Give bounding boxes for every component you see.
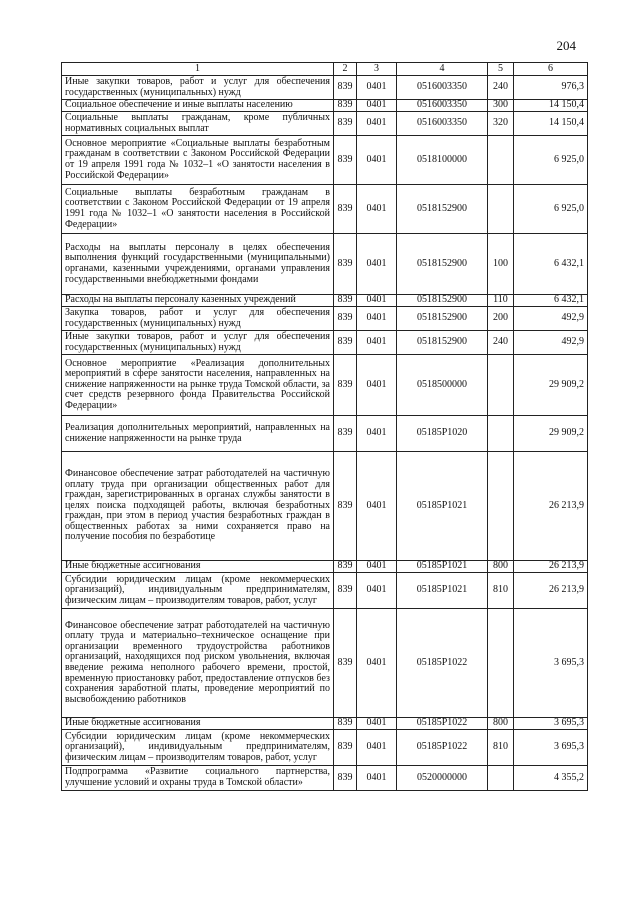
- row-c2-cell: 839: [334, 185, 357, 234]
- row-c2-cell: 839: [334, 76, 357, 100]
- table-row: [62, 331, 588, 355]
- row-c2-cell: 839: [334, 766, 357, 791]
- row-c6-cell: 492,9: [514, 331, 588, 355]
- row-c3-cell: 0401: [357, 136, 397, 185]
- row-c6-cell: 26 213,9: [514, 452, 588, 561]
- row-c5-cell: 110: [488, 295, 514, 307]
- header-cell: 4: [397, 63, 488, 76]
- row-c2-cell: 839: [334, 307, 357, 331]
- row-c4-cell: 05185Р1020: [397, 416, 488, 452]
- row-c6-cell: 4 355,2: [514, 766, 588, 791]
- row-c4-cell: 05185Р1021: [397, 573, 488, 609]
- table-row: [62, 185, 588, 234]
- row-c6-cell: 976,3: [514, 76, 588, 100]
- row-c6-cell: 3 695,3: [514, 609, 588, 718]
- table-row: [62, 307, 588, 331]
- row-c3-cell: 0401: [357, 185, 397, 234]
- row-c3-cell: 0401: [357, 100, 397, 112]
- row-c3-cell: 0401: [357, 331, 397, 355]
- row-c3-cell: 0401: [357, 355, 397, 416]
- row-name-cell: Подпрограмма «Развитие социального партнерства, улучшение условий и охраны труда в Томской области»: [62, 766, 334, 791]
- row-name-cell: Финансовое обеспечение затрат работодателей на частичную оплату труда при организации общественных работ для граждан, зарегистрированных в органах службы занятости в целях поиска подходящей работы, включая безработных граждан, при этом в период участия безработных граждан в общественных работах за ними сохраняется право на получение пособия по безработице: [62, 452, 334, 561]
- table-row: [62, 234, 588, 295]
- row-name-cell: Финансовое обеспечение затрат работодателей на частичную оплату труда и материально–техническое оснащение при организации временного трудоустройства работников организаций, находящихся под риском увольнения, включая введение режима неполного рабочего времени, простой, временную приостановку работ, предоставление отпусков без сохранения заработной платы, проведение мероприятий по высвобождению работников: [62, 609, 334, 718]
- row-name-cell: Социальное обеспечение и иные выплаты населению: [62, 100, 334, 112]
- row-c3-cell: 0401: [357, 609, 397, 718]
- row-c2-cell: 839: [334, 295, 357, 307]
- row-name-cell: Социальные выплаты гражданам, кроме публичных нормативных социальных выплат: [62, 112, 334, 136]
- row-c5-cell: 200: [488, 307, 514, 331]
- row-c6-cell: 492,9: [514, 307, 588, 331]
- row-name-cell: Расходы на выплаты персоналу казенных учреждений: [62, 295, 334, 307]
- row-c4-cell: 0516003350: [397, 76, 488, 100]
- table-row: [62, 100, 588, 112]
- row-c4-cell: 0518100000: [397, 136, 488, 185]
- row-c3-cell: 0401: [357, 561, 397, 573]
- header-cell: 1: [62, 63, 334, 76]
- row-name-cell: Основное мероприятие «Реализация дополнительных мероприятий в сфере занятости населения, направленных на снижение напряженности на рынке труда Томской области, за счет средств резервного фонда Правительства Российской Федерации»: [62, 355, 334, 416]
- row-c4-cell: 0518152900: [397, 331, 488, 355]
- row-name-cell: Закупка товаров, работ и услуг для обеспечения государственных (муниципальных) нужд: [62, 307, 334, 331]
- row-c4-cell: 0516003350: [397, 112, 488, 136]
- row-c3-cell: 0401: [357, 76, 397, 100]
- row-name-cell: Социальные выплаты безработным гражданам в соответствии с Законом Российской Федерации от 19 апреля 1991 года № 1032–1 «О занятости населения в Российской Федерации»: [62, 185, 334, 234]
- row-c2-cell: 839: [334, 100, 357, 112]
- table-row: [62, 561, 588, 573]
- row-name-cell: Иные закупки товаров, работ и услуг для обеспечения государственных (муниципальных) нужд: [62, 76, 334, 100]
- table-row: [62, 718, 588, 730]
- row-c3-cell: 0401: [357, 730, 397, 766]
- row-c5-cell: 810: [488, 730, 514, 766]
- row-c5-cell: 800: [488, 561, 514, 573]
- budget-table: [61, 62, 588, 791]
- row-c4-cell: 0518152900: [397, 307, 488, 331]
- page-number: 204: [556, 38, 576, 53]
- table-row: [62, 452, 588, 561]
- row-c4-cell: 0518500000: [397, 355, 488, 416]
- row-c5-cell: 240: [488, 76, 514, 100]
- table-row: [62, 416, 588, 452]
- row-c4-cell: 05185Р1021: [397, 452, 488, 561]
- row-c3-cell: 0401: [357, 295, 397, 307]
- row-name-cell: Иные бюджетные ассигнования: [62, 561, 334, 573]
- header-row: [62, 63, 588, 76]
- row-c2-cell: 839: [334, 331, 357, 355]
- row-name-cell: Расходы на выплаты персоналу в целях обеспечения выполнения функций государственными (муниципальными) органами, казенными учреждениями, органами управления государственными внебюджетными фондами: [62, 234, 334, 295]
- row-c6-cell: 14 150,4: [514, 112, 588, 136]
- row-c4-cell: 05185Р1022: [397, 730, 488, 766]
- row-c2-cell: 839: [334, 234, 357, 295]
- row-c3-cell: 0401: [357, 452, 397, 561]
- row-name-cell: Основное мероприятие «Социальные выплаты безработным гражданам в соответствии с Законом Российской Федерации от 19 апреля 1991 года № 1032–1 «О занятости населения в Российской Федерации»: [62, 136, 334, 185]
- row-c3-cell: 0401: [357, 307, 397, 331]
- table-row: [62, 609, 588, 718]
- table-row: [62, 730, 588, 766]
- row-c5-cell: 810: [488, 573, 514, 609]
- table-row: [62, 136, 588, 185]
- row-c4-cell: 05185Р1021: [397, 561, 488, 573]
- row-c4-cell: 05185Р1022: [397, 718, 488, 730]
- row-name-cell: Субсидии юридическим лицам (кроме некоммерческих организаций), индивидуальным предпринимателям, физическим лицам – производителям товаров, работ, услуг: [62, 730, 334, 766]
- row-c5-cell: [488, 766, 514, 791]
- row-c6-cell: 29 909,2: [514, 416, 588, 452]
- table-row: [62, 573, 588, 609]
- row-c4-cell: 0518152900: [397, 234, 488, 295]
- table-row: [62, 766, 588, 791]
- row-c3-cell: 0401: [357, 234, 397, 295]
- row-c5-cell: [488, 452, 514, 561]
- row-c6-cell: 6 432,1: [514, 295, 588, 307]
- row-c2-cell: 839: [334, 573, 357, 609]
- row-c2-cell: 839: [334, 416, 357, 452]
- row-name-cell: Реализация дополнительных мероприятий, направленных на снижение напряженности на рынке труда: [62, 416, 334, 452]
- table-body: [62, 76, 588, 791]
- row-c6-cell: 26 213,9: [514, 561, 588, 573]
- row-c6-cell: 6 432,1: [514, 234, 588, 295]
- row-c5-cell: [488, 609, 514, 718]
- row-c2-cell: 839: [334, 355, 357, 416]
- row-c2-cell: 839: [334, 136, 357, 185]
- row-c5-cell: 300: [488, 100, 514, 112]
- row-c2-cell: 839: [334, 718, 357, 730]
- row-c4-cell: 0518152900: [397, 185, 488, 234]
- row-name-cell: Иные закупки товаров, работ и услуг для обеспечения государственных (муниципальных) нужд: [62, 331, 334, 355]
- row-c2-cell: 839: [334, 112, 357, 136]
- row-c2-cell: 839: [334, 609, 357, 718]
- row-c4-cell: 0516003350: [397, 100, 488, 112]
- row-c6-cell: 6 925,0: [514, 185, 588, 234]
- row-c2-cell: 839: [334, 730, 357, 766]
- row-c3-cell: 0401: [357, 112, 397, 136]
- row-c5-cell: [488, 355, 514, 416]
- row-c5-cell: 240: [488, 331, 514, 355]
- row-c4-cell: 05185Р1022: [397, 609, 488, 718]
- row-c2-cell: 839: [334, 561, 357, 573]
- row-name-cell: Иные бюджетные ассигнования: [62, 718, 334, 730]
- row-c4-cell: 0518152900: [397, 295, 488, 307]
- table-row: [62, 355, 588, 416]
- row-c5-cell: 800: [488, 718, 514, 730]
- row-c3-cell: 0401: [357, 718, 397, 730]
- row-c5-cell: 320: [488, 112, 514, 136]
- row-c5-cell: [488, 136, 514, 185]
- row-c6-cell: 14 150,4: [514, 100, 588, 112]
- row-c5-cell: [488, 416, 514, 452]
- row-c6-cell: 26 213,9: [514, 573, 588, 609]
- row-c3-cell: 0401: [357, 766, 397, 791]
- table-row: [62, 295, 588, 307]
- row-c5-cell: 100: [488, 234, 514, 295]
- row-c4-cell: 0520000000: [397, 766, 488, 791]
- row-c6-cell: 29 909,2: [514, 355, 588, 416]
- row-c6-cell: 3 695,3: [514, 730, 588, 766]
- row-c3-cell: 0401: [357, 573, 397, 609]
- header-cell: 5: [488, 63, 514, 76]
- header-cell: 3: [357, 63, 397, 76]
- row-name-cell: Субсидии юридическим лицам (кроме некоммерческих организаций), индивидуальным предпринимателям, физическим лицам – производителям товаров, работ, услуг: [62, 573, 334, 609]
- row-c3-cell: 0401: [357, 416, 397, 452]
- table-row: [62, 112, 588, 136]
- row-c2-cell: 839: [334, 452, 357, 561]
- row-c6-cell: 3 695,3: [514, 718, 588, 730]
- header-cell: 2: [334, 63, 357, 76]
- row-c5-cell: [488, 185, 514, 234]
- row-c6-cell: 6 925,0: [514, 136, 588, 185]
- header-cell: 6: [514, 63, 588, 76]
- table-row: [62, 76, 588, 100]
